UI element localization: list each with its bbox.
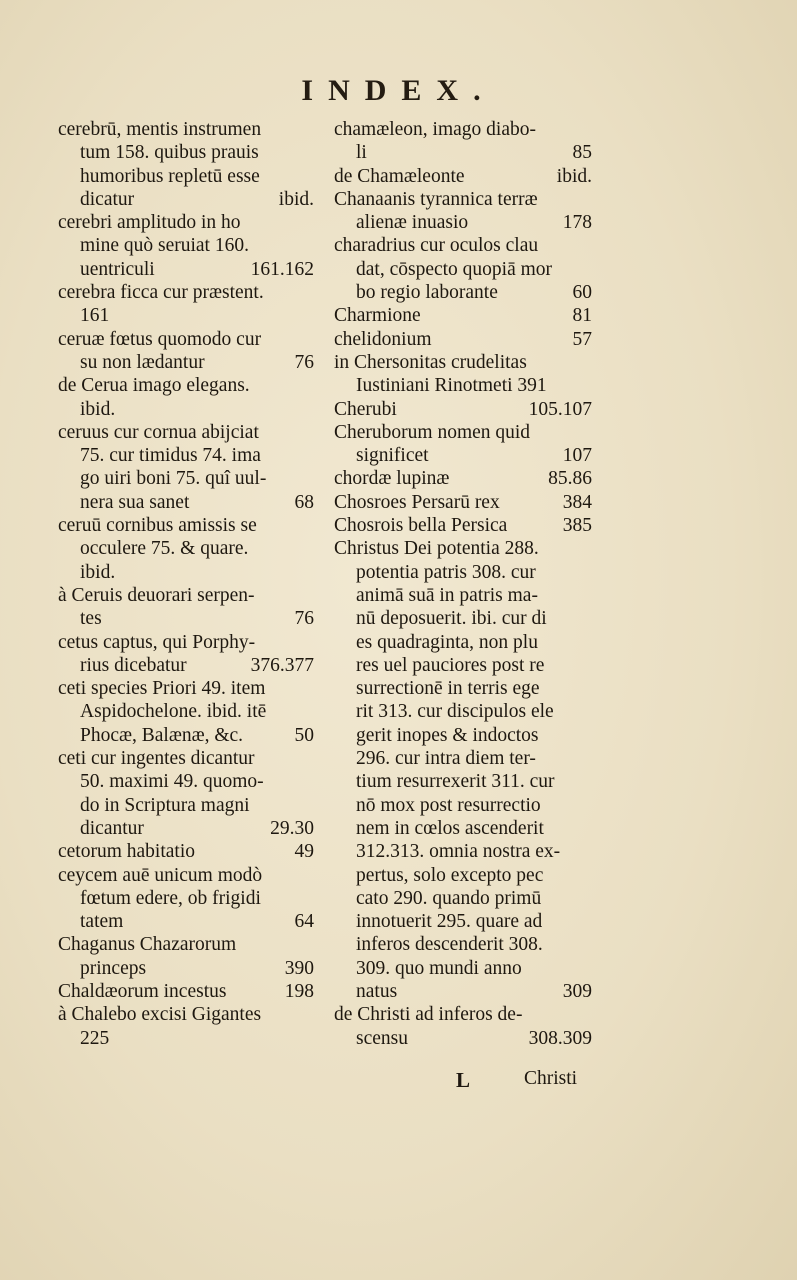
entry-text: Aspidochelone. ibid. itē — [80, 701, 267, 723]
index-entry-line — [334, 817, 592, 840]
index-entry-line — [334, 933, 592, 956]
signature-mark: L — [456, 1068, 471, 1092]
entry-text: surrectionē in terris ege — [356, 678, 540, 700]
index-entry-line — [58, 770, 314, 793]
index-entry-line — [334, 537, 592, 560]
entry-text: princeps — [80, 957, 147, 979]
index-entry-line — [58, 328, 314, 351]
index-entry-line — [334, 561, 592, 584]
entry-page-number: 60 — [572, 282, 592, 304]
index-entry-line — [334, 631, 592, 654]
index-entry-line — [58, 258, 314, 281]
entry-page-number: 178 — [562, 212, 592, 234]
entry-text: ibid. — [80, 398, 116, 420]
index-entry-line — [58, 421, 314, 444]
entry-text: alienæ inuasio — [356, 212, 469, 234]
entry-text: ceti cur ingentes dicantur — [58, 748, 255, 770]
entry-text: tes — [80, 608, 102, 630]
entry-text: nū deposuerit. ibi. cur di — [356, 608, 547, 630]
entry-text: chordæ lupinæ — [334, 468, 450, 490]
entry-page-number: 64 — [294, 911, 314, 933]
entry-text: nō mox post resurrectio — [356, 794, 541, 816]
entry-text: ibid. — [80, 561, 116, 583]
entry-text: rit 313. cur discipulos ele — [356, 701, 554, 723]
entry-text: fœtum edere, ob frigidi — [80, 887, 261, 909]
index-entry-line — [334, 398, 592, 421]
entry-page-number: 49 — [294, 841, 314, 863]
entry-page-number: 107 — [562, 445, 592, 467]
index-entry-line — [334, 864, 592, 887]
entry-page-number: 384 — [562, 491, 592, 513]
index-entry-line — [58, 444, 314, 467]
entry-text: su non lædantur — [80, 351, 205, 373]
entry-text: Phocæ, Balænæ, &c. — [80, 724, 244, 746]
index-entry-line — [58, 607, 314, 630]
index-entry-line — [58, 234, 314, 257]
entry-page-number: 57 — [572, 328, 592, 350]
index-entry-line — [334, 1027, 592, 1050]
index-entry-line — [58, 514, 314, 537]
entry-text: de Cerua imago elegans. — [58, 375, 250, 397]
index-entry-line — [334, 491, 592, 514]
index-entry-line — [58, 211, 314, 234]
entry-text: Chosrois bella Persica — [334, 515, 508, 537]
entry-text: tatem — [80, 911, 124, 933]
entry-text: dicatur — [80, 188, 135, 210]
entry-text: Charmione — [334, 305, 421, 327]
index-entry-line — [334, 141, 592, 164]
index-entry-line — [58, 537, 314, 560]
index-entry-line — [334, 840, 592, 863]
index-entry-line — [334, 234, 592, 257]
entry-text: in Chersonitas crudelitas — [334, 351, 527, 373]
index-entry-line — [58, 677, 314, 700]
index-entry-line — [334, 188, 592, 211]
entry-text: dicantur — [80, 817, 144, 839]
index-entry-line — [334, 770, 592, 793]
index-entry-line — [334, 747, 592, 770]
entry-text: chelidonium — [334, 328, 432, 350]
index-entry-line — [58, 351, 314, 374]
entry-page-number: 105.107 — [528, 398, 592, 420]
entry-page-number: 85.86 — [548, 468, 592, 490]
index-column-right — [334, 118, 592, 1050]
entry-page-number: 29.30 — [270, 817, 314, 839]
entry-text: Cherubi — [334, 398, 397, 420]
entry-text: 225 — [80, 1027, 110, 1049]
index-entry-line — [334, 607, 592, 630]
index-entry-line — [58, 584, 314, 607]
entry-text: 75. cur timidus 74. ima — [80, 445, 261, 467]
entry-text: go uiri boni 75. quî uul- — [80, 468, 267, 490]
entry-text: chamæleon, imago diabo- — [334, 119, 536, 140]
entry-text: 312.313. omnia nostra ex- — [356, 841, 561, 863]
index-entry-line — [58, 1003, 314, 1026]
index-entry-line — [58, 281, 314, 304]
entry-text: occulere 75. & quare. — [80, 538, 249, 560]
index-entry-line — [334, 700, 592, 723]
entry-text: innotuerit 295. quare ad — [356, 911, 543, 933]
entry-text: mine quò seruiat 160. — [80, 235, 249, 257]
entry-text: natus — [356, 980, 398, 1002]
index-entry-line — [58, 864, 314, 887]
entry-text: ceti species Priori 49. item — [58, 678, 266, 700]
index-entry-line — [334, 910, 592, 933]
index-entry-line — [58, 561, 314, 584]
entry-text: bo regio laborante — [356, 282, 498, 304]
entry-text: Christus Dei potentia 288. — [334, 538, 539, 560]
index-entry-line — [334, 211, 592, 234]
entry-text: uentriculi — [80, 258, 155, 280]
entry-page-number: 76 — [294, 351, 314, 373]
entry-text: tium resurrexerit 311. cur — [356, 771, 555, 793]
entry-text: Chaganus Chazarorum — [58, 934, 237, 956]
entry-text: cerebra ficca cur præstent. — [58, 282, 264, 304]
entry-page-number: 309 — [562, 980, 592, 1002]
entry-text: dat, cōspecto quopiā mor — [356, 258, 553, 280]
entry-text: humoribus repletū esse — [80, 165, 260, 187]
entry-text: res uel pauciores post re — [356, 654, 545, 676]
entry-text: cetorum habitatio — [58, 841, 195, 863]
entry-text: ceycem auē unicum modò — [58, 864, 263, 886]
entry-text: scensu — [356, 1027, 408, 1049]
index-entry-line — [58, 141, 314, 164]
catchword: Christi — [524, 1068, 578, 1089]
index-entry-line — [58, 933, 314, 956]
index-entry-line — [58, 957, 314, 980]
entry-text: animā suā in patris ma- — [356, 584, 538, 606]
index-entry-line — [334, 118, 592, 141]
index-entry-line — [334, 794, 592, 817]
entry-text: pertus, solo excepto pec — [356, 864, 544, 886]
entry-text: cerebri amplitudo in ho — [58, 212, 241, 234]
index-entry-line — [334, 165, 592, 188]
entry-text: nem in cœlos ascenderit — [356, 817, 544, 839]
index-entry-line — [58, 165, 314, 188]
entry-text: Chanaanis tyrannica terræ — [334, 188, 538, 210]
index-entry-line — [58, 398, 314, 421]
entry-text: à Ceruis deuorari serpen- — [58, 584, 255, 606]
index-entry-line — [334, 654, 592, 677]
entry-page-number: 390 — [284, 957, 314, 979]
entry-text: significet — [356, 445, 429, 467]
index-entry-line — [58, 654, 314, 677]
entry-text: charadrius cur oculos clau — [334, 235, 539, 257]
index-entry-line — [58, 910, 314, 933]
entry-text: de Chamæleonte — [334, 165, 465, 187]
entry-text: es quadraginta, non plu — [356, 631, 538, 653]
entry-text: cetus captus, qui Porphy- — [58, 631, 256, 653]
index-entry-line — [58, 840, 314, 863]
index-entry-line — [58, 188, 314, 211]
entry-page-number: 198 — [284, 980, 314, 1002]
index-entry-line — [58, 887, 314, 910]
index-entry-line — [334, 258, 592, 281]
index-entry-line — [58, 724, 314, 747]
entry-page-number: 161.162 — [250, 258, 314, 280]
index-entry-line — [334, 584, 592, 607]
entry-text: nera sua sanet — [80, 491, 190, 513]
index-entry-line — [58, 817, 314, 840]
entry-page-number: 85 — [572, 142, 592, 164]
entry-text: ceruæ fœtus quomodo cur — [58, 328, 262, 350]
index-entry-line — [334, 1003, 592, 1026]
page-header: INDEX. — [301, 74, 496, 107]
index-entry-line — [334, 421, 592, 444]
entry-text: de Christi ad inferos de- — [334, 1004, 523, 1026]
index-column-left — [58, 118, 314, 1050]
index-entry-line — [58, 794, 314, 817]
entry-text: Chaldæorum incestus — [58, 980, 227, 1002]
entry-page-number: 76 — [294, 608, 314, 630]
entry-text: 50. maximi 49. quomo- — [80, 771, 264, 793]
index-entry-line — [334, 724, 592, 747]
entry-text: inferos descenderit 308. — [356, 934, 543, 956]
index-entry-line — [58, 491, 314, 514]
entry-page-number: 50 — [294, 724, 314, 746]
index-entry-line — [58, 631, 314, 654]
index-entry-line — [58, 747, 314, 770]
entry-text: Chosroes Persarū rex — [334, 491, 500, 513]
index-entry-line — [334, 887, 592, 910]
index-entry-line — [334, 677, 592, 700]
entry-text: cerebrū, mentis instrumen — [58, 119, 262, 140]
index-entry-line — [58, 118, 314, 141]
index-entry-line — [334, 281, 592, 304]
entry-page-number: ibid. — [278, 188, 314, 210]
entry-text: tum 158. quibus prauis — [80, 142, 259, 164]
entry-text: 309. quo mundi anno — [356, 957, 522, 979]
index-entry-line — [58, 467, 314, 490]
index-entry-line — [58, 374, 314, 397]
entry-page-number: 68 — [294, 491, 314, 513]
entry-text: ceruū cornibus amissis se — [58, 515, 257, 537]
entry-text: potentia patris 308. cur — [356, 561, 536, 583]
entry-text: ceruus cur cornua abijciat — [58, 421, 259, 443]
index-entry-line — [58, 304, 314, 327]
index-entry-line — [58, 1027, 314, 1050]
entry-page-number: ibid. — [556, 165, 592, 187]
entry-text: 161 — [80, 305, 110, 327]
entry-page-number: 385 — [562, 515, 592, 537]
entry-page-number: 81 — [572, 305, 592, 327]
entry-text: cato 290. quando primū — [356, 887, 542, 909]
entry-page-number: 376.377 — [250, 654, 314, 676]
entry-text: 296. cur intra diem ter- — [356, 748, 536, 770]
entry-text: à Chalebo excisi Gigantes — [58, 1004, 262, 1026]
index-entry-line — [334, 328, 592, 351]
entry-text: Cheruborum nomen quid — [334, 421, 531, 443]
entry-text: rius dicebatur — [80, 654, 187, 676]
index-entry-line — [334, 467, 592, 490]
index-entry-line — [334, 304, 592, 327]
index-entry-line — [334, 980, 592, 1003]
entry-text: Iustiniani Rinotmeti 391 — [356, 375, 547, 397]
index-entry-line — [58, 980, 314, 1003]
entry-page-number: 308.309 — [528, 1027, 592, 1049]
index-entry-line — [334, 374, 592, 397]
index-entry-line — [334, 444, 592, 467]
index-entry-line — [58, 700, 314, 723]
entry-text: li — [356, 142, 367, 164]
index-entry-line — [334, 351, 592, 374]
index-entry-line — [334, 957, 592, 980]
entry-text: do in Scriptura magni — [80, 794, 250, 816]
entry-text: gerit inopes & indoctos — [356, 724, 539, 746]
index-entry-line — [334, 514, 592, 537]
